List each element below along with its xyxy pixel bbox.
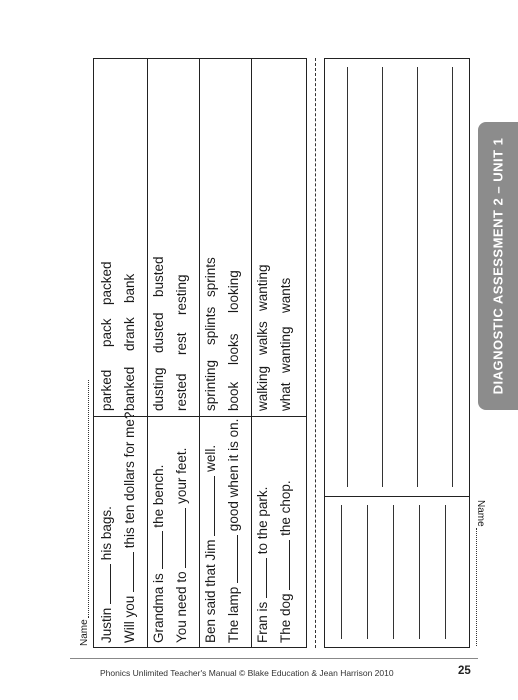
sentence: [253, 487, 273, 643]
name-label: Name: [475, 500, 486, 527]
word-option: wants: [278, 277, 293, 313]
word-option: wanting: [278, 326, 293, 373]
writing-line[interactable]: [382, 67, 383, 487]
answer-blank[interactable]: [98, 564, 111, 604]
answer-box: [324, 58, 470, 648]
answer-blank[interactable]: [225, 535, 238, 583]
footer-credit: Phonics Unlimited Teacher's Manual © Blake Education & Jean Harrison 2010: [100, 668, 394, 678]
word-option: looking: [226, 270, 241, 313]
sentence: [172, 448, 192, 643]
word-option: dusting: [151, 367, 166, 411]
word-option: book: [226, 381, 241, 411]
sentence: [149, 465, 169, 643]
word-option: banked: [122, 366, 137, 411]
writing-line[interactable]: [341, 505, 342, 639]
section-tab: [478, 122, 518, 410]
word-option: pack: [99, 318, 114, 347]
answer-blank[interactable]: [121, 552, 134, 592]
sentence-start: Fran is: [255, 601, 270, 643]
worksheet: [75, 58, 486, 648]
sentence-start: Will you: [122, 595, 137, 643]
answer-blank[interactable]: [150, 531, 163, 569]
name-label: Name: [79, 619, 90, 646]
row-divider: [199, 59, 200, 647]
sentence-start: Ben said that Jim: [203, 539, 218, 643]
word-option: busted: [151, 256, 166, 297]
sentence-end: the bench.: [151, 464, 166, 528]
sentence-start: The lamp: [226, 586, 241, 643]
word-option: sprints: [203, 257, 218, 297]
section-tab-label: DIAGNOSTIC ASSESSMENT 2 – UNIT 1: [490, 137, 506, 395]
sentence-end: his bags.: [99, 506, 114, 561]
sentence: [276, 480, 296, 643]
sentence: [120, 412, 140, 643]
name-line-top: [75, 378, 93, 648]
answer-blank[interactable]: [173, 508, 186, 568]
sentence-start: Grandma is: [151, 573, 166, 643]
row-divider: [147, 59, 148, 647]
name-line-bottom: [470, 498, 488, 648]
sentence-start: Justin: [99, 607, 114, 643]
writing-line[interactable]: [417, 67, 418, 487]
sentence: [201, 445, 221, 643]
sentence-end: good when it is on.: [226, 418, 241, 532]
sentence-table: [93, 58, 307, 648]
row-divider: [251, 59, 252, 647]
name-dotted-line: [88, 380, 89, 618]
word-option: what: [278, 382, 293, 411]
sentence-start: You need to: [174, 571, 189, 643]
word-option: wanting: [255, 264, 270, 311]
word-option: bank: [122, 273, 137, 303]
word-option: walking: [255, 365, 270, 411]
answer-blank[interactable]: [254, 558, 267, 598]
word-option: looks: [226, 333, 241, 365]
word-option: drank: [122, 317, 137, 351]
sentence: [224, 419, 244, 643]
word-option: resting: [174, 274, 189, 315]
sentence-end: the chop.: [278, 480, 293, 536]
sentence: [97, 506, 117, 643]
writing-line[interactable]: [367, 505, 368, 639]
word-option: parked: [99, 369, 114, 411]
word-option: rested: [174, 373, 189, 411]
word-option: rest: [174, 332, 189, 355]
name-dotted-line: [476, 528, 477, 646]
writing-line[interactable]: [347, 67, 348, 487]
footer-rule: [70, 658, 478, 659]
cut-line: [315, 58, 316, 648]
writing-line[interactable]: [452, 67, 453, 487]
word-option: walks: [255, 321, 270, 355]
writing-line[interactable]: [393, 505, 394, 639]
sentence-end: to the park.: [255, 486, 270, 555]
sentence-end: your feet.: [174, 447, 189, 504]
page-number: 25: [458, 665, 471, 677]
sentence-end: well.: [203, 444, 218, 472]
word-option: packed: [99, 261, 114, 305]
answer-blank[interactable]: [277, 540, 290, 590]
answer-blank[interactable]: [202, 476, 215, 536]
word-option: sprinting: [203, 359, 218, 411]
sentence-end: this ten dollars for me?: [122, 411, 137, 549]
answer-box-divider: [325, 496, 469, 497]
word-option: dusted: [151, 312, 166, 353]
writing-line[interactable]: [419, 505, 420, 639]
sentence-start: The dog: [278, 593, 293, 643]
writing-line[interactable]: [445, 505, 446, 639]
word-option: splints: [203, 306, 218, 345]
